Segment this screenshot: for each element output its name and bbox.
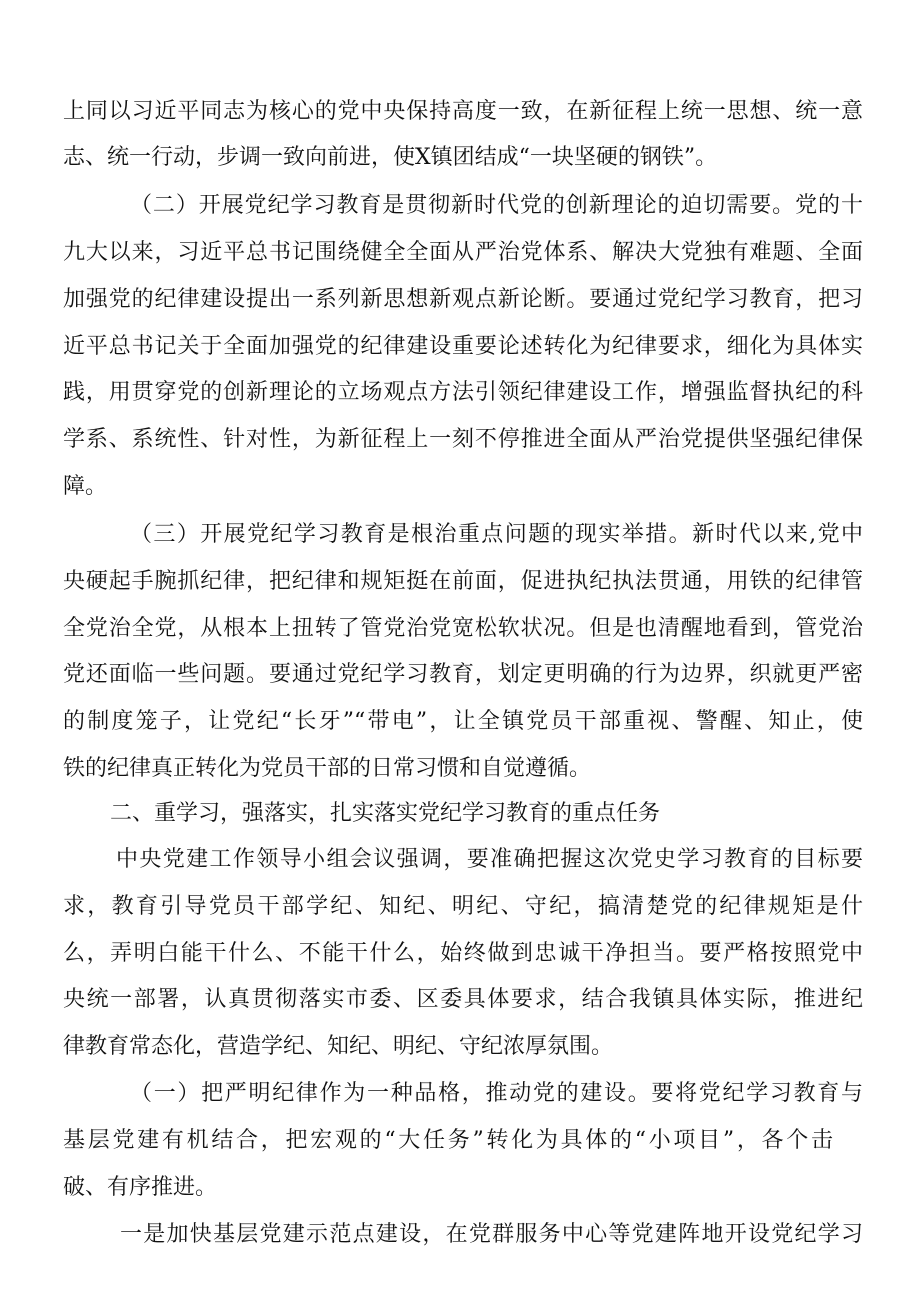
paragraph-line: 央统一部署，认真贯彻落实市委、区委具体要求，结合我镇具体实际，推进纪 xyxy=(63,987,863,1012)
paragraph-line: （二）开展党纪学习教育是贯彻新时代党的创新理论的迫切需要。党的十 xyxy=(130,193,863,218)
paragraph-line: 破、有序推进。 xyxy=(63,1175,218,1200)
section-heading: 二、重学习，强落实，扎实落实党纪学习教育的重点任务 xyxy=(110,801,661,826)
paragraph-line: 中央党建工作领导小组会议强调，要准确把握这次党史学习教育的目标要 xyxy=(116,847,863,872)
paragraph-line: 障。 xyxy=(63,474,108,499)
paragraph-line: （一）把严明纪律作为一种品格，推动党的建设。要将党纪学习教育与 xyxy=(130,1081,863,1106)
paragraph-line: 央硬起手腕抓纪律，把纪律和规矩挺在前面，促进执纪执法贯通，用铁的纪律管 xyxy=(63,569,863,594)
paragraph-line: 九大以来，习近平总书记围绕健全全面从严治党体系、解决大党独有难题、全面 xyxy=(63,240,863,265)
paragraph-line: 践，用贯穿党的创新理论的立场观点方法引领纪律建设工作，增强监督执纪的科 xyxy=(63,380,863,405)
paragraph-line: 全党治全党，从根本上扭转了管党治党宽松软状况。但是也清醒地看到，管党治 xyxy=(63,616,863,641)
paragraph-line: 志、统一行动，步调一致向前进，使X镇团结成“一块坚硬的钢铁”。 xyxy=(63,145,718,170)
paragraph-line: （三）开展党纪学习教育是根治重点问题的现实举措。新时代以来,党中 xyxy=(130,522,863,547)
paragraph-line: 么，弄明白能干什么、不能干什么，始终做到忠诚干净担当。要严格按照党中 xyxy=(63,941,863,966)
paragraph-line: 近平总书记关于全面加强党的纪律建设重要论述转化为纪律要求，细化为具体实 xyxy=(63,334,863,359)
paragraph-line: 一是加快基层党建示范点建设，在党群服务中心等党建阵地开设党纪学习 xyxy=(120,1222,863,1247)
paragraph-line: 铁的纪律真正转化为党员干部的日常习惯和自觉遵循。 xyxy=(63,756,592,781)
paragraph-line: 上同以习近平同志为核心的党中央保持高度一致，在新征程上统一思想、统一意 xyxy=(63,99,863,124)
paragraph-line: 加强党的纪律建设提出一系列新思想新观点新论断。要通过党纪学习教育，把习 xyxy=(63,287,863,312)
paragraph-line: 学系、系统性、针对性，为新征程上一刻不停推进全面从严治党提供坚强纪律保 xyxy=(63,427,863,452)
paragraph-line: 基层党建有机结合，把宏观的“大任务”转化为具体的“小项目”，各个击 xyxy=(63,1128,833,1153)
paragraph-line: 党还面临一些问题。要通过党纪学习教育，划定更明确的行为边界，织就更严密 xyxy=(63,662,863,687)
paragraph-line: 的制度笼子，让党纪“长牙”“带电”，让全镇党员干部重视、警醒、知止，使 xyxy=(63,709,863,734)
paragraph-line: 律教育常态化，营造学纪、知纪、明纪、守纪浓厚氛围。 xyxy=(63,1034,614,1059)
paragraph-line: 求，教育引导党员干部学纪、知纪、明纪、守纪，搞清楚党的纪律规矩是什 xyxy=(63,894,863,919)
